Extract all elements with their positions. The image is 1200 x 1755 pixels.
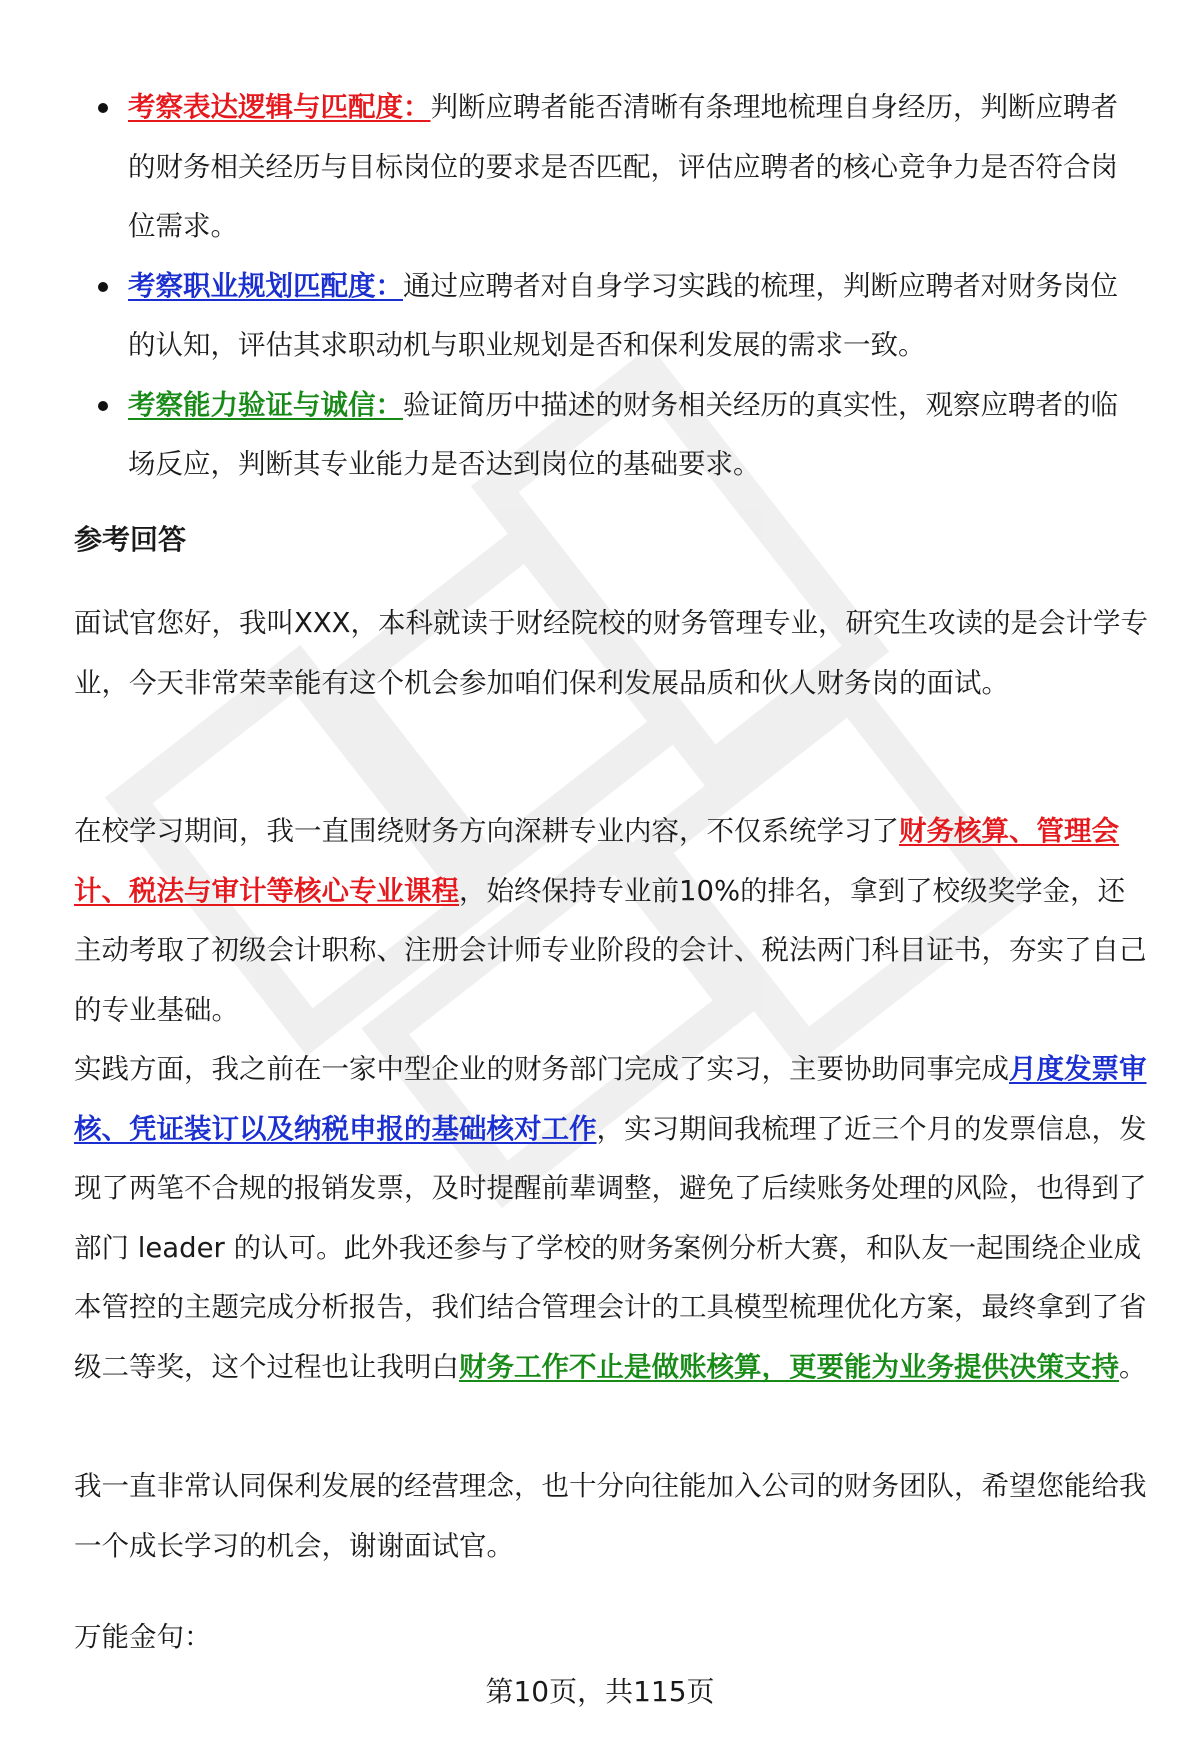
bullet-label: 考察职业规划匹配度： <box>128 269 403 302</box>
bullet-dot-icon <box>98 282 108 292</box>
bullet-item-logic <box>74 78 1144 257</box>
bullet-label: 考察能力验证与诚信： <box>128 388 403 421</box>
bullet-text: 判断应聘者能否清晰有条理地梳理自身经历，判断应聘者的财务相关经历与目标岗位的要求是否匹配，评估应聘者的核心竞争力是否符合岗位需求。 <box>128 91 1118 242</box>
paragraph-text: 在校学习期间，我一直围绕财务方向深耕专业内容，不仅系统学习了 <box>74 815 899 847</box>
highlight-internship-work: 月度发票审核、凭证装订以及纳税申报的基础核对工作 <box>74 1053 1147 1145</box>
bullet-item-integrity <box>74 376 1144 495</box>
bullet-dot-icon <box>98 103 108 113</box>
answer-paragraph-closing: 我一直非常认同保利发展的经营理念，也十分向往能加入公司的财务团队，希望您能给我一个成长学习的机会，谢谢面试官。 <box>74 1470 1147 1562</box>
paragraph-text: 实践方面，我之前在一家中型企业的财务部门完成了实习，主要协助同事完成 <box>74 1053 1009 1085</box>
answer-paragraph-study <box>74 802 1149 1040</box>
bullet-item-career <box>74 257 1144 376</box>
bullet-dot-icon <box>98 401 108 411</box>
assessment-bullet-list <box>74 78 1144 495</box>
answer-paragraph-practice <box>74 1040 1149 1397</box>
highlight-courses: 财务核算、管理会计、税法与审计等核心专业课程 <box>74 815 1119 907</box>
bullet-label: 考察表达逻辑与匹配度： <box>128 91 431 123</box>
page-number: 第10页，共115页 <box>485 1675 715 1708</box>
golden-sentence-label: 万能金句： <box>74 1621 212 1653</box>
paragraph-text: 。 <box>1119 1350 1147 1383</box>
answer-paragraph-intro: 面试官您好，我叫XXX，本科就读于财经院校的财务管理专业，研究生攻读的是会计学专业，今天非常荣幸能有这个机会参加咱们保利发展品质和伙人财务岗的面试。 <box>74 607 1149 699</box>
bullet-text: 验证简历中描述的财务相关经历的真实性，观察应聘者的临场反应，判断其专业能力是否达到岗位的基础要求。 <box>128 388 1118 480</box>
paragraph-text: ，始终保持专业前10%的排名，拿到了校级奖学金，还主动考取了初级会计职称、注册会计师专业阶段的会计、税法两门科目证书，夯实了自己的专业基础。 <box>74 874 1147 1026</box>
bullet-text: 通过应聘者对自身学习实践的梳理，判断应聘者对财务岗位的认知，评估其求职动机与职业规划是否和保利发展的需求一致。 <box>128 269 1118 361</box>
section-title: 参考回答 <box>74 523 187 556</box>
highlight-finance-insight: 财务工作不止是做账核算，更要能为业务提供决策支持 <box>459 1350 1119 1383</box>
paragraph-text: ，实习期间我梳理了近三个月的发票信息，发现了两笔不合规的报销发票，及时提醒前辈调整，避免了后续账务处理的风险，也得到了部门 leader 的认可。此外我还参与了学校的财务案例分析大赛，和队友一起围绕企业成本管控的主题完成分析报告，我们结合管理会计的工具模型梳理优化方案，最终拿到了省级二等奖，这个过程也让我明白 <box>74 1112 1147 1383</box>
